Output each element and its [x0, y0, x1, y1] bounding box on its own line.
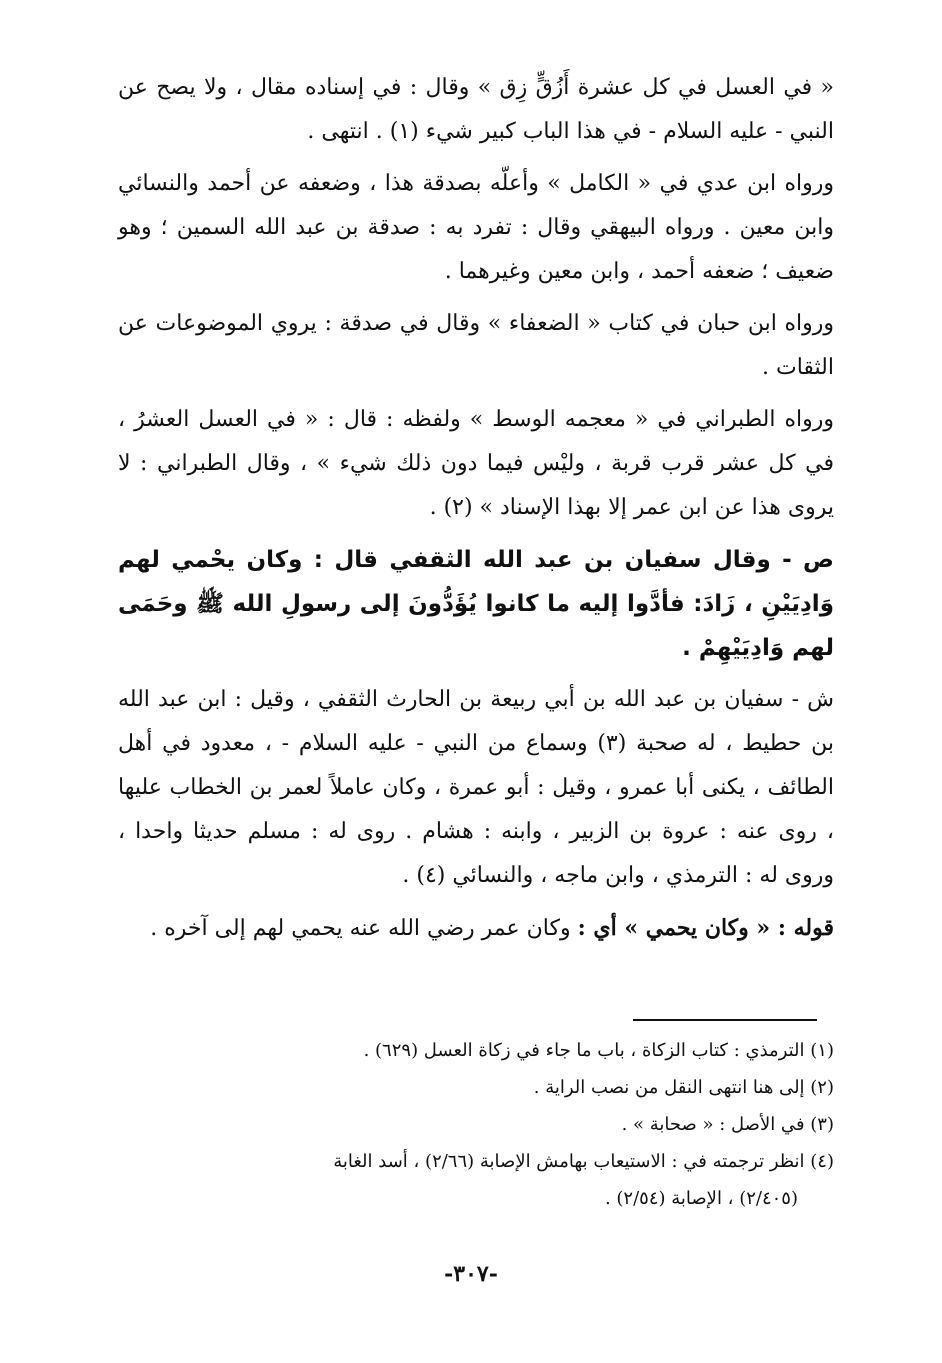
- hadith-text: ص - وقال سفيان بن عبد الله الثقفي قال : وكان يحْمي لهم وَادِيَيْنِ ، زَادَ: فأدَّوا إليه ما كانوا يُؤَدُّونَ إلى رسولِ الله ﷺ وحَمَى لهم وَادِيَيْهِمْ .: [118, 547, 834, 661]
- paragraph-2: ورواه ابن عدي في « الكامل » وأعلّه بصدقة هذا ، وضعفه عن أحمد والنسائي وابن معين . ورواه البيهقي وقال : تفرد به : صدقة بن عبد الله السمين ؛ وهو ضعيف ؛ ضعفه أحمد ، وابن معين وغيرهما .: [118, 171, 834, 284]
- footnote-1: (١) الترمذي : كتاب الزكاة ، باب ما جاء في زكاة العسل (٦٢٩) .: [363, 1040, 834, 1061]
- paragraph-7-text: وكان عمر رضي الله عنه يحمي لهم إلى آخره .: [150, 916, 571, 941]
- paragraph-4: ورواه الطبراني في « معجمه الوسط » ولفظه : قال : « في العسل العشرُ ، في كل عشر قرب قربة ، وليْس فيما دون ذلك شيء » ، وقال الطبراني : لا يروى هذا عن ابن عمر إلا بهذا الإسناد » (٢) .: [118, 407, 834, 520]
- footnotes: [118, 1032, 834, 1217]
- paragraph-7: [118, 906, 834, 951]
- quoted-lead: قوله : « وكان يحمي » أي :: [577, 915, 834, 941]
- page-number: -٣٠٧-: [444, 1261, 498, 1287]
- paragraph-1: « في العسل في كل عشرة أَزُقٍّ زِق » وقال : في إسناده مقال ، ولا يصح عن النبي - عليه السلام - في هذا الباب كبير شيء (١) . انتهى .: [118, 75, 834, 144]
- footnote-3: (٣) في الأصل : « صحابة » .: [621, 1114, 834, 1135]
- footnote-4-text: (٤) انظر ترجمته في : الاستيعاب بهامش الإصابة (٢/٦٦) ، أسد الغابة: [333, 1151, 834, 1172]
- main-text: [118, 66, 834, 951]
- commentary-paragraph: ش - سفيان بن عبد الله بن أبي ربيعة بن الحارث الثقفي ، وقيل : ابن عبد الله بن حطيط ، له صحبة (٣) وسماع من النبي - عليه السلام - ، معدود في أهل الطائف ، يكنى أبا عمرو ، وقيل : أبو عمرة ، وكان عاملاً لعمر بن الخطاب عليها ، روى عنه : عروة بن الزبير ، وابنه : هشام . روى له : مسلم حديثا واحدا ، وروى له : الترمذي ، وابن ماجه ، والنسائي (٤) .: [118, 687, 834, 888]
- footnote-4: [118, 1143, 834, 1217]
- footnote-2: (٢) إلى هنا انتهى النقل من نصب الراية .: [533, 1077, 834, 1098]
- paragraph-3: ورواه ابن حبان في كتاب « الضعفاء » وقال في صدقة : يروي الموضوعات عن الثقات .: [118, 311, 834, 380]
- footnote-separator: [633, 1019, 817, 1021]
- footnote-4-continuation: (٢/٤٠٥) ، الإصابة (٢/٥٤) .: [604, 1188, 798, 1209]
